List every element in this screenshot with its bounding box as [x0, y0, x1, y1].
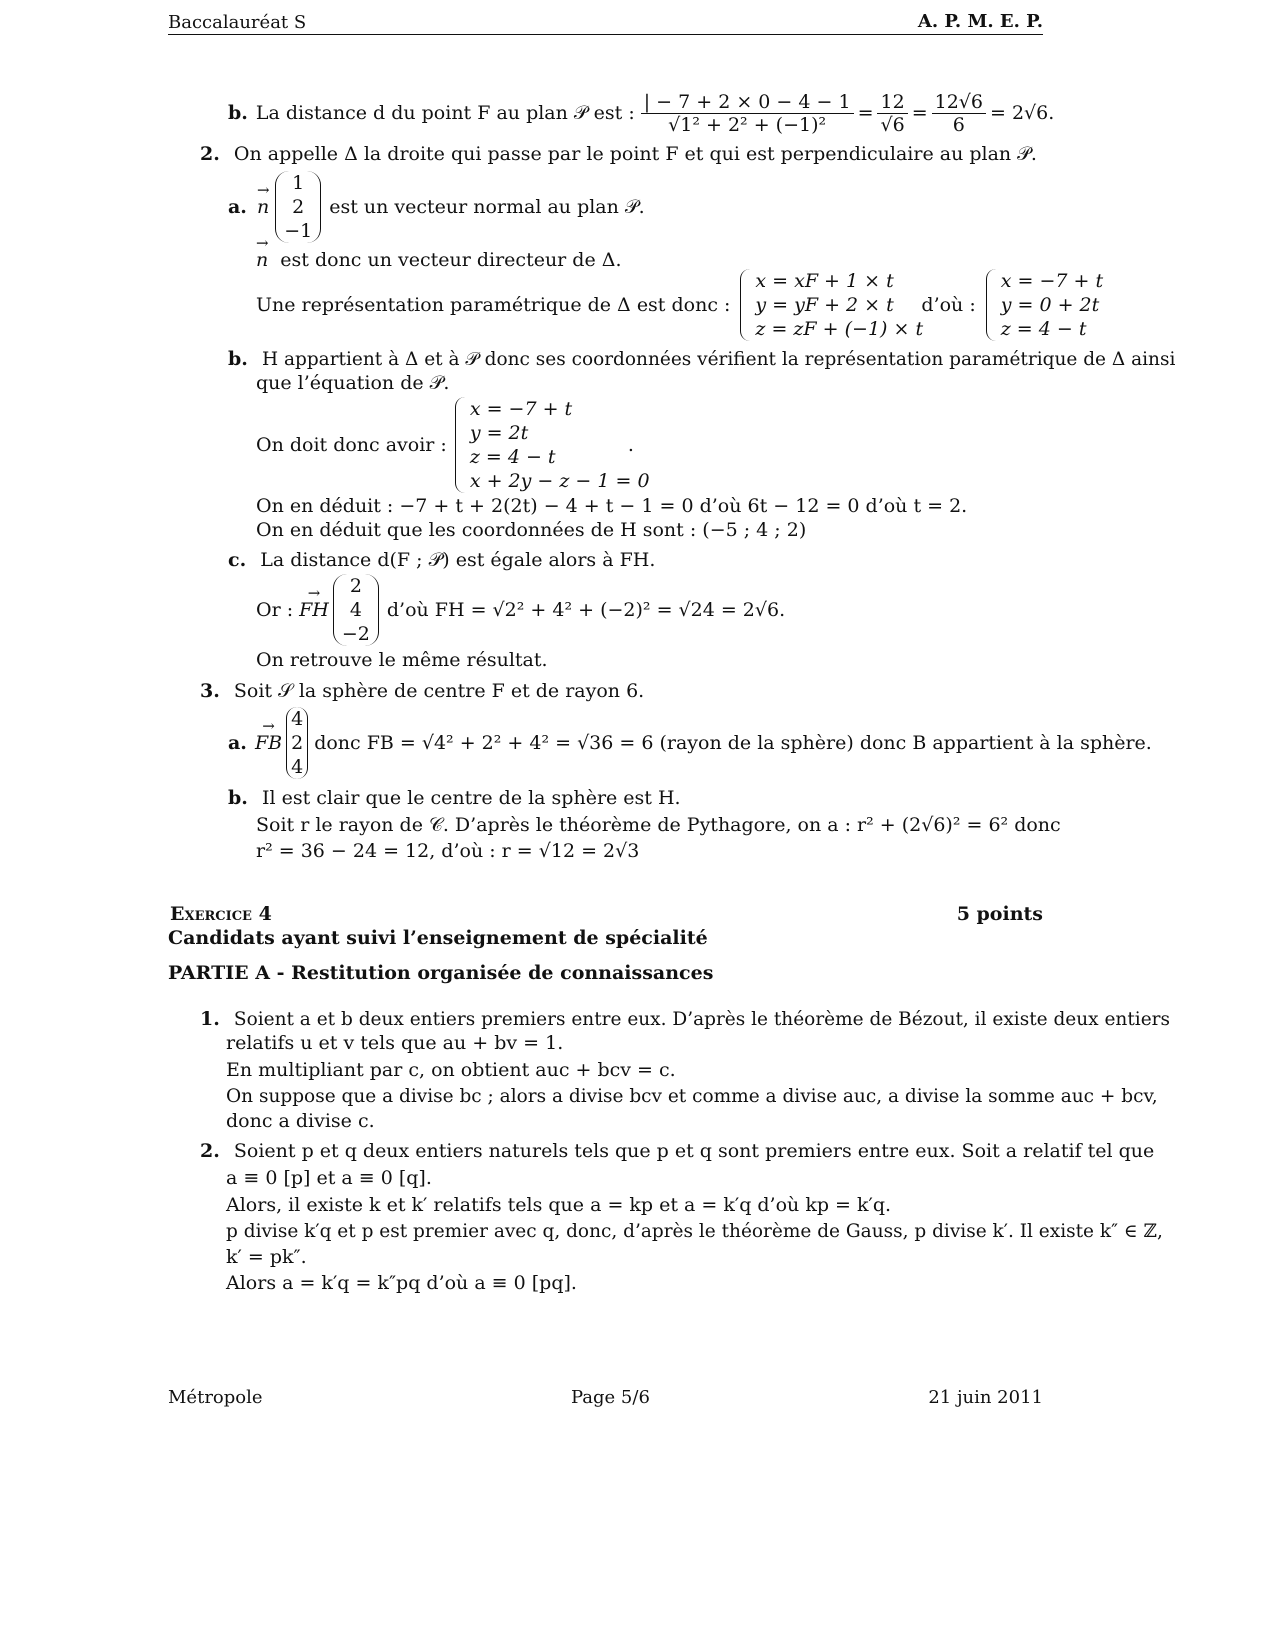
vector-fh-2: −2 — [341, 623, 370, 645]
vector-fb: → FB — [255, 732, 282, 754]
footer-center: Page 5/6 — [571, 1387, 650, 1408]
param-sys2-2: z = 4 − t — [1000, 318, 1087, 340]
ex4-q2-line-5: Alors a = k′q = k″pq d’où a ≡ 0 [pq]. — [226, 1272, 577, 1294]
item-2b-line1: H appartient à Δ et à 𝒫 donc ses coordonnées vérifient la représentation paramétrique de Δ ainsi — [261, 349, 1176, 370]
footer-left: Métropole — [168, 1387, 263, 1408]
label-b3: b. — [228, 787, 248, 809]
exercise-4-subtitle: Candidats ayant suivi l’enseignement de spécialité — [168, 927, 708, 949]
item-1b: b. La distance d du point F au plan 𝒫 est : $\frac{| - 7 + 2 \times 0 - 4 - 1}{\text{√1² + 2² + (−1)²}}$ = $\frac{12}{√6}$ = $\frac{12√6}{6}$ = 2√6. — [228, 90, 1055, 136]
system-h — [455, 397, 650, 493]
item-2b — [228, 348, 1175, 370]
item-2a-line2 — [256, 249, 622, 271]
system-h-1: y = 2t — [469, 422, 529, 444]
vector-n-1: 2 — [292, 196, 305, 218]
item-3-text: Soit 𝒮 la sphère de centre F et de rayon 6. — [233, 680, 645, 702]
label-b2: b. — [228, 348, 248, 370]
vector-fh-1: 4 — [349, 599, 362, 621]
vector-n-2-icon: → n — [256, 249, 268, 271]
param-system-2 — [986, 269, 1103, 341]
vector-fb-matrix — [286, 707, 308, 779]
param-block — [256, 270, 1103, 340]
param-dou: d’où : — [921, 294, 976, 316]
item-2 — [200, 143, 1037, 165]
retrouve-line: On retrouve le même résultat. — [256, 649, 548, 671]
vector-n-matrix — [275, 171, 321, 243]
system-block — [256, 397, 650, 493]
header-right: A. P. M. E. P. — [917, 11, 1043, 32]
item-3b-line3: r² = 36 − 24 = 12, d’où : r = √12 = 2√3 — [256, 840, 640, 862]
vector-n-0: 1 — [292, 172, 305, 194]
distance-text: La distance d du point F au plan 𝒫 est : — [255, 102, 635, 124]
item-2c-text: La distance d(F ; 𝒫) est égale alors à FH. — [260, 549, 656, 571]
fh-calc: d’où FH = √2² + 4² + (−2)² = √24 = 2√6. — [386, 599, 786, 621]
param-sys2-0: x = −7 + t — [1000, 270, 1104, 292]
vector-fh-0: 2 — [349, 575, 362, 597]
vector-n: → n — [257, 196, 269, 218]
footer-right: 21 juin 2011 — [928, 1387, 1043, 1408]
item-2c — [228, 549, 655, 571]
system-dot: . — [627, 434, 634, 456]
item-3a — [228, 706, 1152, 780]
label-c: c. — [228, 549, 247, 571]
item-3b-line2: Soit r le rayon de 𝒞. D’après le théorème de Pythagore, on a : r² + (2√6)² = 6² donc — [256, 814, 1061, 836]
label-b: b. — [228, 102, 248, 124]
exercise-4-points: 5 points — [956, 903, 1043, 925]
ex4-label-1: 1. — [200, 1008, 220, 1030]
item-3b — [228, 787, 681, 809]
item-2b-line2: que l’équation de 𝒫. — [256, 372, 450, 394]
vector-n-2: −1 — [284, 220, 313, 242]
fraction-1-num: | − 7 + 2 × 0 − 4 − 1 — [643, 90, 851, 113]
ex4-q2-line-1: a ≡ 0 [p] et a ≡ 0 [q]. — [226, 1167, 432, 1189]
deduce-line-2: On en déduit que les coordonnées de H sont : (−5 ; 4 ; 2) — [256, 519, 807, 541]
part-a-title: PARTIE A - Restitution organisée de connaissances — [168, 962, 714, 984]
or-label: Or : — [256, 599, 294, 621]
ex4-q1-line-0: Soient a et b deux entiers premiers entre eux. D’après le théorème de Bézout, il existe deux entiers — [233, 1009, 1170, 1030]
ex4-q2-line-0: Soient p et q deux entiers naturels tels que p et q sont premiers entre eux. Soit a relatif tel que — [233, 1140, 1155, 1162]
system-intro: On doit donc avoir : — [256, 434, 447, 456]
deduce-line-1: On en déduit : −7 + t + 2(2t) − 4 + t − 1 = 0 d’où 6t − 12 = 0 d’où t = 2. — [256, 495, 968, 517]
ex4-q1-line-3: On suppose que a divise bc ; alors a divise bcv et comme a divise auc, a divise la somme auc + bcv, — [226, 1086, 1158, 1107]
direction-text: est donc un vecteur directeur de Δ. — [280, 249, 622, 271]
ex4-q2-line-2: Alors, il existe k et k′ relatifs tels que a = kp et a = k′q d’où kp = k′q. — [226, 1194, 892, 1216]
label-2: 2. — [200, 143, 220, 165]
vector-fb-2: 4 — [291, 756, 304, 778]
ex4-q1 — [200, 1008, 1170, 1030]
normal-vector-text: est un vecteur normal au plan 𝒫. — [329, 196, 645, 218]
param-intro: Une représentation paramétrique de Δ est donc : — [256, 294, 731, 316]
system-h-0: x = −7 + t — [469, 398, 573, 420]
exercise-4-title: Exercice 4 — [170, 903, 272, 925]
item-2a — [228, 170, 645, 244]
ex4-q2 — [200, 1140, 1154, 1162]
distance-result: = 2√6. — [989, 102, 1055, 124]
param-sys2-1: y = 0 + 2t — [1000, 294, 1100, 316]
param-sys-1: y = yF + 2 × t — [755, 294, 894, 316]
ex4-label-2: 2. — [200, 1140, 220, 1162]
item-2-text: On appelle Δ la droite qui passe par le point F et qui est perpendiculaire au plan 𝒫. — [233, 143, 1037, 165]
vector-fb-1: 2 — [291, 732, 304, 754]
fraction-2-den: √6 — [877, 113, 907, 136]
ex4-q1-line-2: En multipliant par c, on obtient auc + bcv = c. — [226, 1059, 676, 1081]
fraction-3-num: 12√6 — [934, 90, 983, 113]
param-sys-2: z = zF + (−1) × t — [755, 318, 924, 340]
ex4-q1-line-1: relatifs u et v tels que au + bv = 1. — [226, 1032, 564, 1054]
ex4-q1-line-4: donc a divise c. — [226, 1110, 375, 1132]
param-system-1 — [740, 269, 924, 341]
fb-calc: donc FB = √4² + 2² + 4² = √36 = 6 (rayon de la sphère) donc B appartient à la sphère. — [314, 732, 1152, 754]
vector-fh: → FH — [299, 599, 329, 621]
header-rule — [168, 34, 1043, 35]
label-a: a. — [228, 196, 247, 218]
label-3: 3. — [200, 680, 220, 702]
fraction-2-num: 12 — [880, 90, 905, 113]
vector-fh-matrix — [333, 574, 379, 646]
ex4-q2-line-4: k′ = pk″. — [226, 1246, 307, 1268]
vector-fb-0: 4 — [291, 708, 304, 730]
header-left: Baccalauréat S — [168, 12, 307, 33]
system-h-3: x + 2y − z − 1 = 0 — [469, 470, 650, 492]
label-a3: a. — [228, 732, 247, 754]
fraction-3-den: 6 — [932, 113, 986, 136]
fraction-3 — [932, 91, 986, 136]
param-sys-0: x = xF + 1 × t — [755, 270, 894, 292]
system-h-2: z = 4 − t — [469, 446, 556, 468]
fraction-2 — [877, 91, 907, 136]
ex4-q2-line-3: p divise k′q et p est premier avec q, donc, d’après le théorème de Gauss, p divise k′. Il existe k″ ∈ ℤ, — [226, 1221, 1163, 1242]
fraction-1-den: √1² + 2² + (−1)² — [641, 113, 854, 136]
fh-block — [256, 574, 785, 646]
item-3 — [200, 680, 644, 702]
fraction-1 — [641, 91, 854, 136]
item-3b-line1: Il est clair que le centre de la sphère est H. — [261, 787, 681, 809]
